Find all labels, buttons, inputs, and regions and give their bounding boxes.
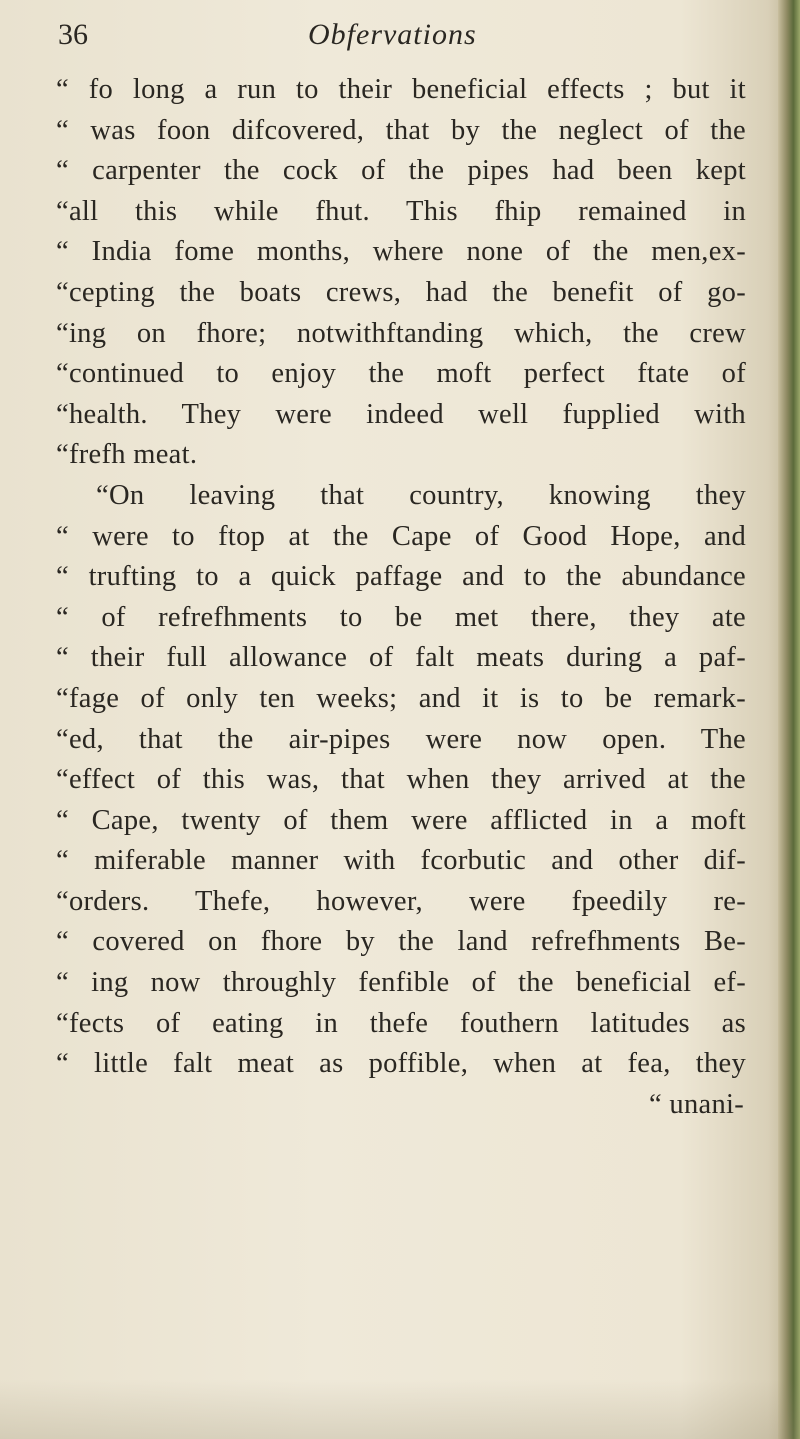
text-line: “ covered on fhore by the land refrefhments Be-	[56, 926, 746, 958]
text-line: “ were to ftop at the Cape of Good Hope, and	[56, 520, 746, 552]
page-shadow	[0, 1379, 800, 1439]
text-line: “fects of eating in thefe fouthern latitudes as	[56, 1007, 746, 1039]
text-line: “ ing now throughly fenfible of the beneficial ef-	[56, 967, 746, 999]
running-title: Obfervations	[308, 18, 477, 51]
text-line: “ little falt meat as poffible, when at fea, they	[56, 1048, 746, 1080]
text-line: “ carpenter the cock of the pipes had been kept	[56, 155, 746, 187]
text-line: “fage of only ten weeks; and it is to be remark-	[56, 682, 746, 714]
text-line: “ their full allowance of falt meats during a paf-	[56, 642, 746, 674]
text-line: “ed, that the air-pipes were now open. The	[56, 723, 746, 755]
text-line: “all this while fhut. This fhip remained in	[56, 195, 746, 227]
text-line: “frefh meat.	[56, 439, 198, 471]
body-text	[56, 70, 746, 1125]
text-line: “orders. Thefe, however, were fpeedily re-	[56, 885, 746, 917]
text-line: “ miferable manner with fcorbutic and other dif-	[56, 845, 746, 877]
text-line: “ Cape, twenty of them were afflicted in a moft	[56, 804, 746, 836]
text-line: “ was foon difcovered, that by the neglect of the	[56, 114, 746, 146]
text-line: “ trufting to a quick paffage and to the abundance	[56, 561, 746, 593]
text-line: “health. They were indeed well fupplied with	[56, 398, 746, 430]
text-line: “ing on fhore; notwithftanding which, the crew	[56, 317, 746, 349]
catchword: “ unani-	[649, 1088, 744, 1120]
text-line: “ India fome months, where none of the men,ex-	[56, 236, 746, 268]
text-line: “continued to enjoy the moft perfect ftate of	[56, 358, 746, 390]
page-number: 36	[58, 18, 88, 51]
page-header	[58, 18, 738, 62]
text-line: “ of refrefhments to be met there, they ate	[56, 601, 746, 633]
text-line: “effect of this was, that when they arrived at the	[56, 764, 746, 796]
text-line: “On leaving that country, knowing they	[96, 479, 746, 511]
page-edge	[778, 0, 800, 1439]
text-line: “ fo long a run to their beneficial effects ; but it	[56, 74, 746, 105]
text-line: “cepting the boats crews, had the benefit of go-	[56, 276, 746, 308]
